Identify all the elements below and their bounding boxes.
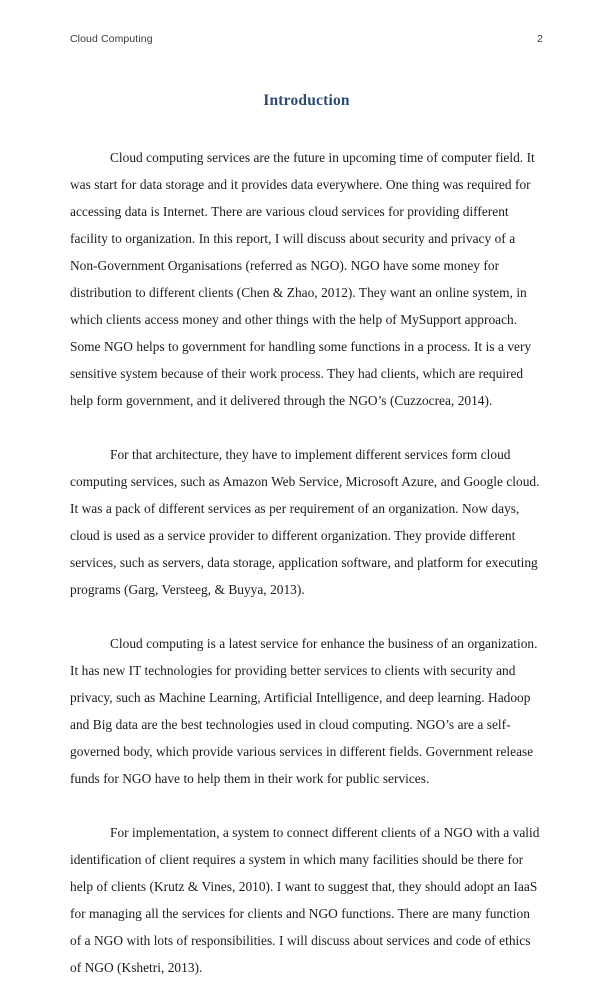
body-paragraph: For that architecture, they have to implement different services form cloud computing services, such as Amazon Web Service, Microsoft Azure, and Google cloud. It was a pack of different services as per requirement of an organization. Now days, cloud is used as a service provider to different organization. They provide different services, such as servers, data storage, application software, and platform for executing programs (Garg, Versteeg, & Buyya, 2013). [70, 447, 540, 597]
document-body [70, 88, 543, 981]
paragraph-list [70, 144, 543, 981]
running-header [70, 33, 543, 51]
body-paragraph: Cloud computing services are the future in upcoming time of computer field. It was start for data storage and it provides data everywhere. One thing was required for accessing data is Internet. There are various cloud services for providing different facility to organization. In this report, I will discuss about security and privacy of a Non-Government Organisations (referred as NGO). NGO have some money for distribution to different clients (Chen & Zhao, 2012). They want an online system, in which clients access money and other things with the help of MySupport approach. Some NGO helps to government for handling some functions in a process. It is a very sensitive system because of their work process. They had clients, which are required help form government, and it delivered through the NGO’s (Cuzzocrea, 2014). [70, 150, 535, 408]
body-paragraph: For implementation, a system to connect different clients of a NGO with a valid identification of client requires a system in which many facilities should be there for help of clients (Krutz & Vines, 2010). I want to suggest that, they should adopt an IaaS for managing all the services for clients and NGO functions. There are many function of a NGO with lots of responsibilities. I will discuss about services and code of ethics of NGO (Kshetri, 2013). [70, 825, 540, 975]
header-page-number: 2 [537, 33, 543, 45]
header-document-title: Cloud Computing [70, 33, 153, 45]
body-paragraph: Cloud computing is a latest service for enhance the business of an organization. It has new IT technologies for providing better services to clients with security and privacy, such as Machine Learning, Artificial Intelligence, and deep learning. Hadoop and Big data are the best technologies used in cloud computing. NGO’s are a self-governed body, which provide various services in different fields. Government release funds for NGO have to help them in their work for public services. [70, 636, 538, 786]
page-title: Introduction [263, 92, 350, 109]
